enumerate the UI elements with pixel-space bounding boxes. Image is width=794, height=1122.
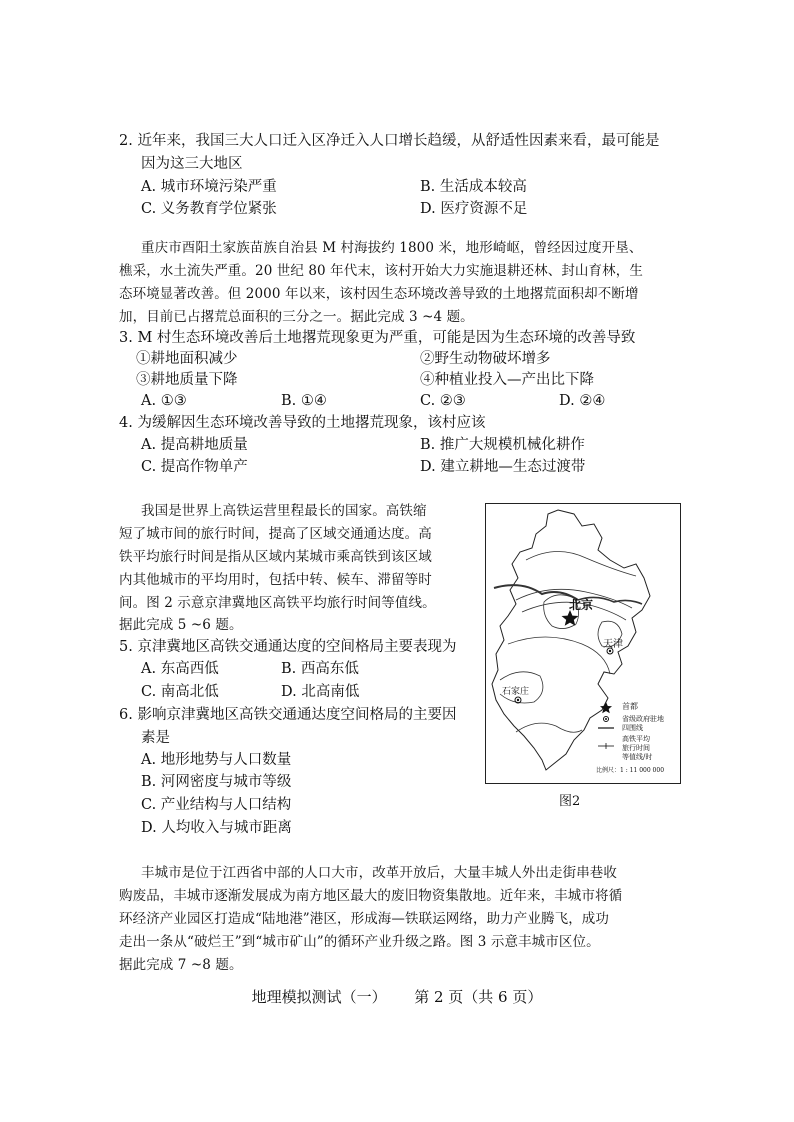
legend-isoline-label-2: 旅行时间: [622, 744, 650, 752]
jingjinji-isoline-map-graphic: [486, 504, 680, 783]
passage2-line5: 间。图 2 示意京津冀地区高铁平均旅行时间等值线。: [119, 595, 436, 611]
isoline-north: [526, 551, 636, 576]
legend-boundary-label: 四围线: [622, 724, 643, 732]
q6-stem-line1: 6. 影响京津冀地区高铁交通通达度空间格局的主要因: [119, 707, 457, 723]
q6-option-d: D. 人均收入与城市距离: [141, 820, 292, 836]
legend-capital-label: 首都: [622, 702, 638, 711]
q5-option-a: A. 东高西低: [141, 661, 219, 677]
q4-option-c: C. 提高作物单产: [141, 459, 248, 475]
q3-option-d: D. ②④: [559, 393, 606, 409]
figure-2-caption: 图2: [559, 794, 581, 809]
q2-stem-line2: 因为这三大地区: [141, 156, 243, 172]
q6-option-b: B. 河网密度与城市等级: [141, 774, 292, 790]
legend-isoline-label-3: 等值线/时: [622, 753, 653, 761]
map-label-tianjin: 天津: [603, 639, 623, 650]
passage2-line1: 我国是世界上高铁运营里程最长的国家。高铁缩: [141, 503, 427, 519]
legend-star-icon: [600, 702, 612, 713]
passage2-line6: 据此完成 5 ~6 题。: [119, 617, 243, 633]
legend-isoline-label-1: 高铁平均: [622, 735, 650, 743]
isoline-south: [508, 637, 610, 674]
passage3-line2: 购废品，丰城市逐渐发展成为南方地区最大的废旧物资集散地。近年来，丰城市将循: [119, 888, 623, 904]
passage3-line5: 据此完成 7 ~8 题。: [119, 957, 243, 973]
figure-2-map: [485, 503, 681, 784]
q5-stem: 5. 京津冀地区高铁交通通达度的空间格局主要表现为: [119, 639, 457, 655]
passage1-line4: 加，目前已占撂荒总面积的三分之一。据此完成 3 ~4 题。: [119, 309, 474, 325]
map-label-shijiazhuang: 石家庄: [502, 687, 530, 697]
passage1-line3: 态环境显著改善。但 2000 年以来，该村因生态环境改善导致的土地撂荒面积却不断增: [119, 286, 639, 302]
q3-item-1: ①耕地面积减少: [136, 351, 238, 367]
q3-option-c: C. ②③: [420, 393, 466, 409]
passage2-line2: 短了城市间的旅行时间，提高了区域交通通达度。高: [119, 526, 432, 542]
q4-option-a: A. 提高耕地质量: [141, 437, 248, 453]
passage3-line4: 走出一条从“破烂王”到“城市矿山”的循环产业升级之路。图 3 示意丰城市区位。: [119, 934, 600, 950]
passage3-line1: 丰城市是位于江西省中部的人口大市，改革开放后，大量丰城人外出走街串巷收: [141, 865, 617, 881]
q3-option-a: A. ①③: [141, 393, 187, 409]
map-scale: 比例尺：1 : 11 000 000: [596, 767, 665, 774]
q3-item-4: ④种植业投入—产出比下降: [420, 372, 594, 388]
q2-option-c: C. 义务教育学位紧张: [141, 201, 277, 217]
q4-option-d: D. 建立耕地—生态过渡带: [420, 459, 586, 475]
passage2-line3: 铁平均旅行时间是指从区域内某城市乘高铁到该区域: [119, 549, 432, 565]
map-label-beijing: 北京: [569, 598, 594, 612]
q6-stem-line2: 素是: [141, 730, 170, 746]
passage1-line2: 樵采，水土流失严重。20 世纪 80 年代末，该村开始大力实施退耕还林、封山育林，生: [119, 263, 643, 279]
q2-option-a: A. 城市环境污染严重: [141, 179, 277, 195]
q5-option-b: B. 西高东低: [281, 661, 359, 677]
q2-option-d: D. 医疗资源不足: [420, 201, 528, 217]
q4-stem: 4. 为缓解因生态环境改善导致的土地撂荒现象，该村应该: [119, 415, 486, 431]
page-footer: [0, 986, 794, 1007]
passage2-line4: 内其他城市的平均用时，包括中转、候车、滞留等时: [119, 572, 432, 588]
q4-option-b: B. 推广大规模机械化耕作: [420, 437, 585, 453]
q2-option-b: B. 生活成本较高: [420, 179, 527, 195]
q6-option-c: C. 产业结构与人口结构: [141, 797, 292, 813]
q5-option-d: D. 北高南低: [281, 684, 360, 700]
q3-item-3: ③耕地质量下降: [136, 372, 238, 388]
passage1-line1: 重庆市酉阳土家族苗族自治县 M 村海拔约 1800 米，地形崎岖，曾经因过度开垦、: [141, 240, 643, 256]
isoline-south-2: [516, 723, 582, 732]
footer-title: 地理模拟测试（一）: [251, 988, 387, 1006]
q2-stem-line1: 2. 近年来，我国三大人口迁入区净迁入人口增长趋缓，从舒适性因素来看，最可能是: [119, 133, 660, 149]
q3-stem: 3. M 村生态环境改善后土地撂荒现象更为严重，可能是因为生态环境的改善导致: [119, 330, 636, 346]
q3-item-2: ②野生动物破坏增多: [420, 351, 551, 367]
passage3-line3: 环经济产业园区打造成“陆地港”港区，形成海—铁联运网络，助力产业腾飞，成功: [119, 911, 610, 927]
q6-option-a: A. 地形地势与人口数量: [141, 752, 292, 768]
q3-option-b: B. ①④: [281, 393, 327, 409]
footer-page-number: 第 2 页（共 6 页）: [414, 988, 543, 1006]
legend-provincial-label: 省级政府驻地: [622, 715, 664, 723]
q5-option-c: C. 南高北低: [141, 684, 219, 700]
